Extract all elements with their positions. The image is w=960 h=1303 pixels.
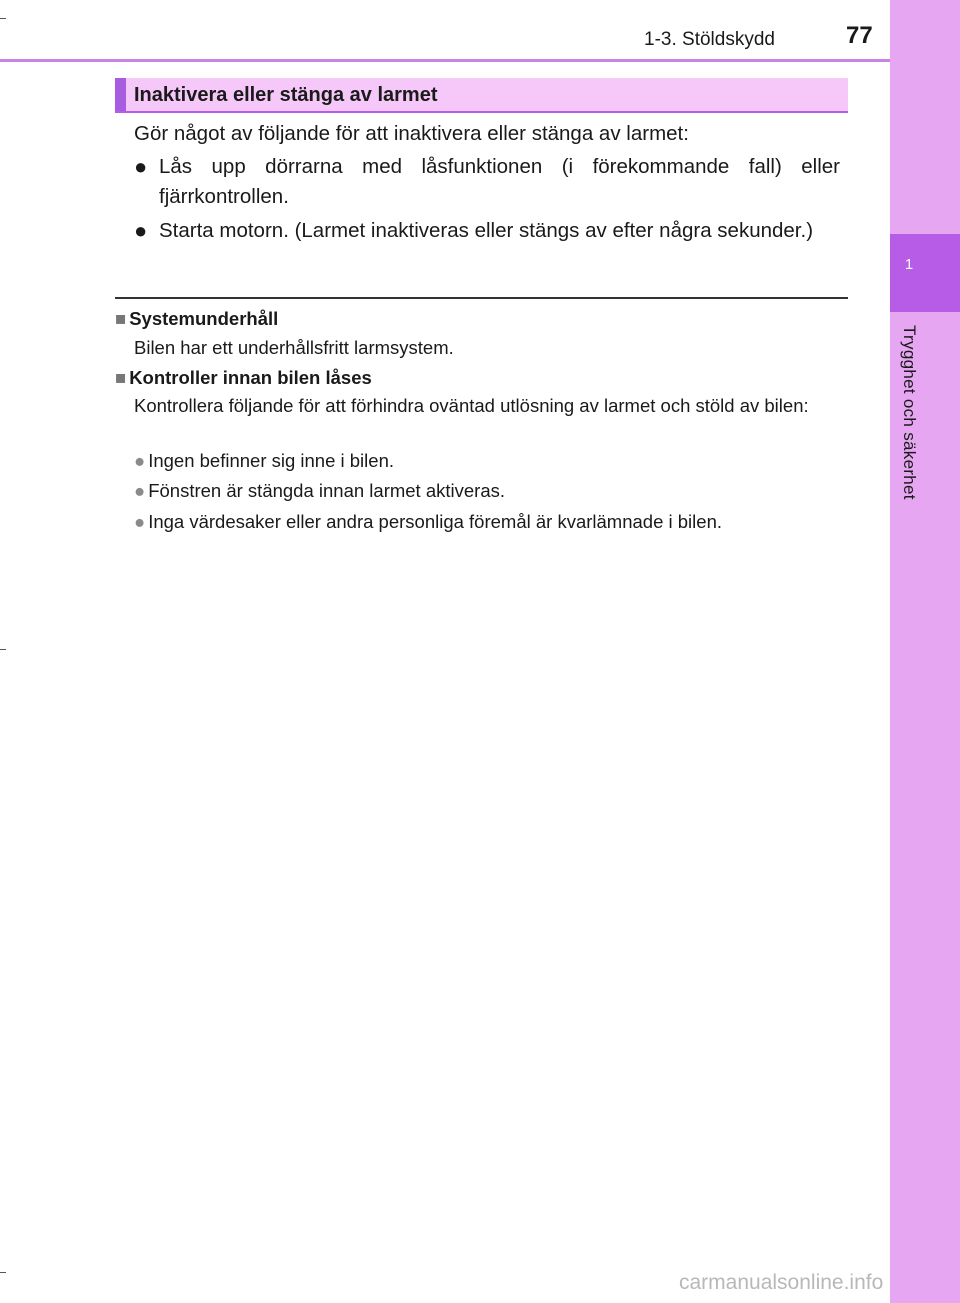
- chapter-side-strip: [890, 0, 960, 1303]
- square-icon: ■: [115, 308, 127, 329]
- running-head: 1-3. Stöldskydd: [644, 29, 775, 50]
- list-item-text: Ingen befinner sig inne i bilen.: [148, 450, 394, 471]
- note-text: Kontrollera följande för att förhindra oväntad utlösning av larmet och stöld av bilen:: [134, 395, 809, 416]
- list-item-text: Lås upp dörrarna med låsfunktionen (i förekommande fall) eller fjärrkontrollen.: [159, 155, 840, 208]
- note-heading-text: Kontroller innan bilen låses: [129, 367, 372, 388]
- list-item-text: Starta motorn. (Larmet inaktiveras eller stängs av efter några sekunder.): [159, 219, 814, 242]
- chapter-tab[interactable]: [890, 234, 960, 312]
- note-heading: [115, 308, 278, 330]
- section-title: Inaktivera eller stänga av larmet: [134, 84, 438, 106]
- crop-mark: [0, 1272, 6, 1273]
- bullet-icon: ●: [134, 154, 148, 179]
- bullet-icon: ●: [134, 511, 146, 532]
- crop-mark: [0, 649, 6, 650]
- note-heading: [115, 367, 372, 389]
- header-rule: [0, 59, 890, 62]
- list-item: [134, 511, 722, 533]
- list-item-text: Fönstren är stängda innan larmet aktiveras.: [148, 480, 506, 501]
- section-divider: [115, 297, 848, 299]
- page-number: 77: [846, 22, 873, 49]
- bullet-icon: ●: [134, 218, 148, 243]
- list-item: [134, 216, 840, 246]
- list-item: [134, 450, 394, 472]
- note-text: Bilen har ett underhållsfritt larmsystem.: [134, 337, 454, 358]
- section-header: [115, 78, 848, 113]
- square-icon: ■: [115, 367, 127, 388]
- chapter-tab-number: 1: [904, 256, 914, 273]
- list-item: [134, 480, 505, 502]
- crop-mark: [0, 18, 6, 19]
- section-intro: Gör något av följande för att inaktivera eller stänga av larmet:: [134, 122, 689, 145]
- list-item: [134, 152, 840, 212]
- bullet-icon: ●: [134, 480, 146, 501]
- watermark: carmanualsonline.info: [679, 1271, 884, 1294]
- section-header-bar: [115, 78, 126, 111]
- note-heading-text: Systemunderhåll: [129, 308, 279, 329]
- list-item-text: Inga värdesaker eller andra personliga föremål är kvarlämnade i bilen.: [148, 511, 722, 532]
- bullet-icon: ●: [134, 450, 146, 471]
- chapter-title: Trygghet och säkerhet: [900, 325, 919, 500]
